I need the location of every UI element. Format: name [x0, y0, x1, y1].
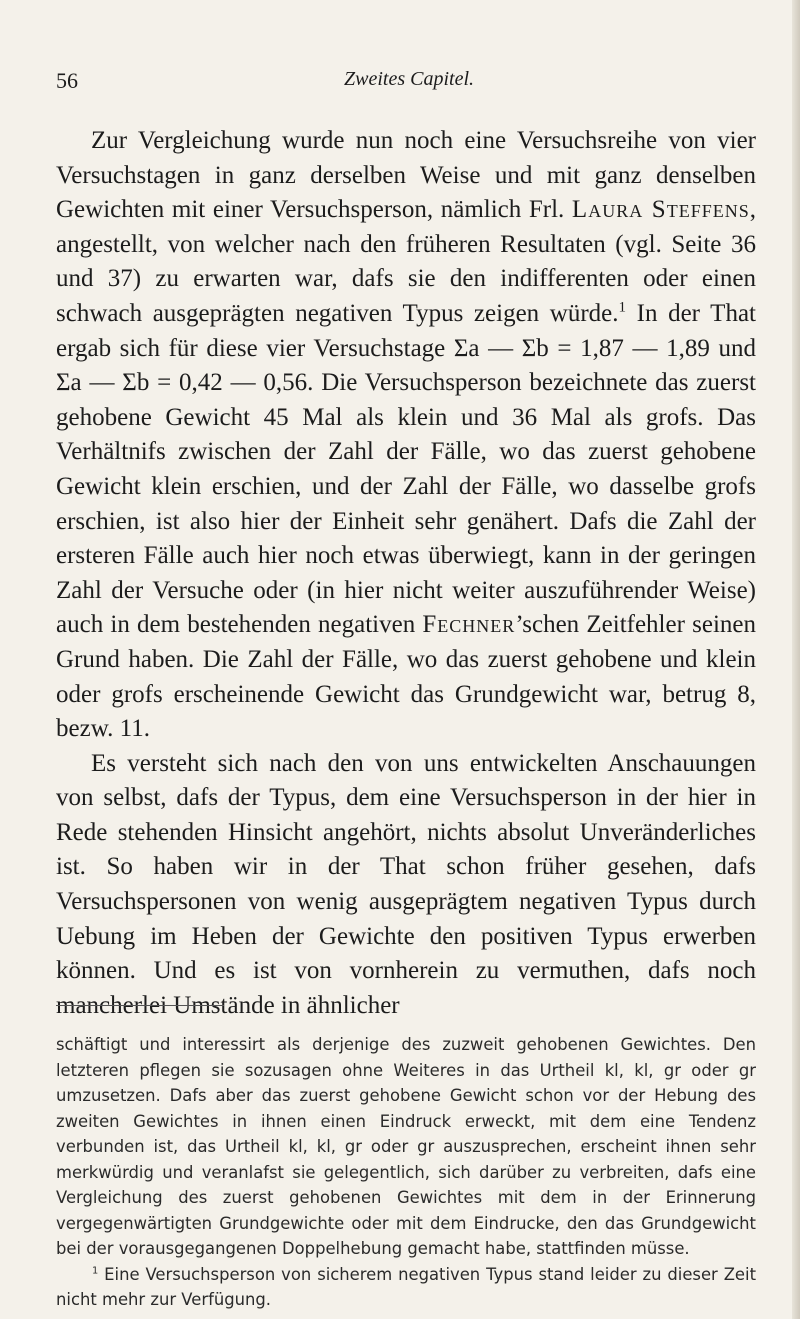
paragraph-1-part-4: ’schen Zeitfehler seinen Grund haben. Die Zahl der Fälle, wo das zuerst gehobene und klein oder grofs erscheinende Gewicht das Grundgewicht war, betrug 8, bezw. 11.: [56, 611, 756, 743]
page-edge-shadow: [792, 0, 800, 1319]
footnotes: [56, 1032, 756, 1313]
paragraph-1-part-2: , angestellt, von welcher nach den früheren Resultaten (vgl. Seite 36 und 37) zu erwarten war, dafs sie den indifferenten oder einen schwach ausgeprägten negativen Typus zeigen würde.: [56, 196, 756, 327]
paragraph-1-part-1: Zur Vergleichung wurde nun noch eine Versuchsreihe von vier Versuchstagen in ganz derselben Weise und mit ganz denselben Gewichten mit einer Versuchsperson, nämlich Frl.: [56, 127, 756, 224]
person-name-fechner: Fechner: [422, 611, 516, 639]
paragraph-1: [56, 124, 756, 747]
main-text: [56, 124, 756, 1023]
page-number: 56: [56, 68, 78, 93]
paragraph-1-part-3: In der That ergab sich für diese vier Versuchstage Σa — Σb = 1,87 — 1,89 und Σa — Σb = 0,42 — 0,56. Die Versuchsperson bezeichnete das zuerst gehobene Gewicht 45 Mal als klein und 36 Mal als grofs. Das Verhältnifs zwischen der Zahl der Fälle, wo das zuerst gehobene Gewicht klein erschien, und der Zahl der Fälle, wo dasselbe grofs erschien, ist also hier der Einheit sehr genähert. Dafs die Zahl der ersteren Fälle auch hier noch etwas überwiegt, kann in der geringen Zahl der Versuche oder (in hier nicht weiter auszuführender Weise) auch in dem bestehenden negativen: [56, 299, 756, 639]
page-header: [56, 68, 756, 98]
footnote-separator: [56, 1005, 224, 1006]
paragraph-2: Es versteht sich nach den von uns entwickelten Anschauungen von selbst, dafs der Typus, dem eine Versuchsperson in der hier in Rede stehenden Hinsicht angehört, nichts absolut Unveränderliches ist. So haben wir in der That schon früher gesehen, dafs Versuchspersonen von wenig ausgeprägtem negativen Typus durch Uebung im Heben der Gewichte den positiven Typus erwerben können. Und es ist von vornherein zu vermuthen, dafs noch mancherlei Umstände in ähnlicher: [56, 749, 756, 1019]
footnote-1: [56, 1262, 756, 1313]
footnote-reference: 1: [618, 299, 627, 316]
footnote-1-marker: 1: [92, 1265, 99, 1277]
running-title: Zweites Capitel.: [344, 68, 474, 90]
footnote-continued: schäftigt und interessirt als derjenige des zuzweit gehobenen Gewichtes. Den letzteren pflegen sie sozusagen ohne Weiteres in das Urtheil kl, kl, gr oder gr umzusetzen. Dafs aber das zuerst gehobene Gewicht schon vor der Hebung des zweiten Gewichtes in ihnen einen Eindruck erweckt, mit dem eine Tendenz verbunden ist, das Urtheil kl, kl, gr oder gr auszusprechen, erscheint ihnen sehr merkwürdig und veranlafst sie gelegentlich, sich darüber zu verbreiten, dafs eine Vergleichung des zuerst gehobenen Gewichtes mit dem in der Erinnerung vergegenwärtigten Grundgewichte oder mit dem Eindrucke, den das Grundgewicht bei der vorausgegangenen Doppelhebung gemacht habe, stattfinden müsse.: [56, 1035, 756, 1258]
footnote-1-text: Eine Versuchsperson von sicherem negativen Typus stand leider zu dieser Zeit nicht mehr zur Verfügung.: [56, 1264, 756, 1309]
person-name-laura-steffens: Laura Steffens: [571, 196, 750, 224]
